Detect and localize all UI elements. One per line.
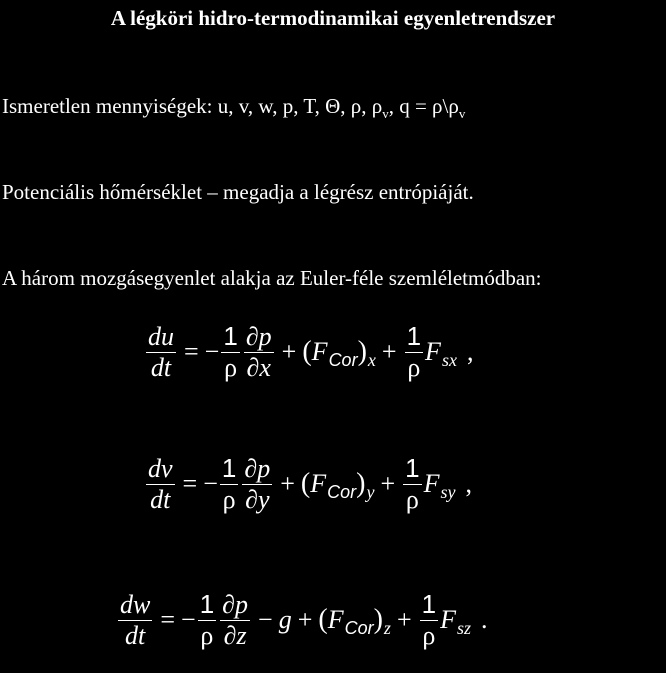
right-paren: ) [357,336,367,368]
equals-sign: = [184,337,199,367]
component-subscript: y [366,481,375,502]
coriolis-subscript: Cor [328,349,358,370]
friction-force-symbol: F [425,337,441,367]
unknowns-subscript-2: v [458,106,466,122]
one: 1 [405,453,420,483]
rho: ρ [422,620,436,650]
pressure-gradient-fraction [244,322,274,383]
equation-w [116,590,487,651]
comma: , [466,337,474,367]
rho: ρ [200,620,214,650]
minus-sign: − [203,469,218,499]
friction-force-symbol: F [440,605,456,635]
inverse-rho-fraction [198,590,216,651]
lhs-numerator: dv [148,454,173,483]
lhs-numerator: du [148,322,174,351]
component-subscript: x [367,349,376,370]
equals-sign: = [182,469,198,499]
lhs-fraction [146,322,176,383]
lhs-denominator: dt [150,484,171,514]
equals-sign: = [160,605,176,635]
left-paren: ( [318,604,328,636]
force-symbol: F [310,469,327,499]
coriolis-subscript: Cor [344,617,374,638]
pressure-gradient-fraction [220,590,250,651]
friction-force-symbol: F [423,469,440,499]
rho: ρ [224,352,238,382]
one: 1 [406,321,422,351]
potential-temperature-line: Potenciális hőmérséklet – megadja a légrész entrópiáját. [2,180,474,204]
lhs-fraction [118,590,152,651]
plus-sign: + [280,469,295,499]
pressure-gradient-fraction [242,454,272,515]
dp: ∂p [222,590,249,619]
dvar: ∂x [246,352,271,382]
rho: ρ [405,484,419,514]
force-symbol: F [327,605,344,635]
unknowns-text: Ismeretlen mennyiségek: u, v, w, p, T, Θ, ρ, ρ [2,94,383,118]
force-symbol: F [311,337,328,367]
dp: ∂p [244,454,271,483]
lhs-denominator: dt [150,352,172,382]
plus-sign-2: + [381,337,397,367]
rho: ρ [222,484,236,514]
inverse-rho-fraction-2 [403,454,421,515]
friction-subscript: sz [456,617,471,638]
inverse-rho-fraction-2 [405,322,423,383]
lhs-denominator: dt [125,620,146,650]
unknowns-line [2,94,465,122]
equation-v [144,454,472,515]
one: 1 [199,589,215,619]
minus-sign: − [204,337,220,367]
minus-sign-2: − [258,605,273,635]
dvar: ∂z [223,620,247,650]
gravity-symbol: g [278,605,292,635]
inverse-rho-fraction [221,322,239,383]
minus-sign: − [181,605,196,635]
equation-u [144,322,473,383]
unknowns-mid: , q = ρ\ρ [388,94,459,118]
plus-sign: + [281,337,297,367]
left-paren: ( [300,468,311,500]
plus-sign: + [297,605,313,635]
comma: , [465,469,472,499]
inverse-rho-fraction [220,454,238,515]
plus-sign-2: + [396,605,412,635]
component-subscript: z [383,617,391,638]
dp: ∂p [245,322,272,351]
plus-sign-2: + [380,469,396,499]
coriolis-subscript: Cor [327,481,357,502]
friction-subscript: sx [441,349,457,370]
friction-subscript: sy [440,481,456,502]
one: 1 [421,589,437,619]
left-paren: ( [302,336,312,368]
right-paren: ) [373,604,383,636]
right-paren: ) [356,468,366,500]
unknowns-subscript-1: v [382,106,389,122]
lhs-numerator: dw [120,590,151,619]
one: 1 [223,321,238,351]
lhs-fraction [146,454,175,515]
one: 1 [221,453,237,483]
dvar: ∂y [245,484,270,514]
rho: ρ [407,352,421,382]
period: . [480,605,488,635]
inverse-rho-fraction-2 [420,590,438,651]
page-title: A légköri hidro-termodinamikai egyenletrendszer [110,6,556,30]
euler-intro-line: A három mozgásegyenlet alakja az Euler-féle szemléletmódban: [2,266,542,290]
